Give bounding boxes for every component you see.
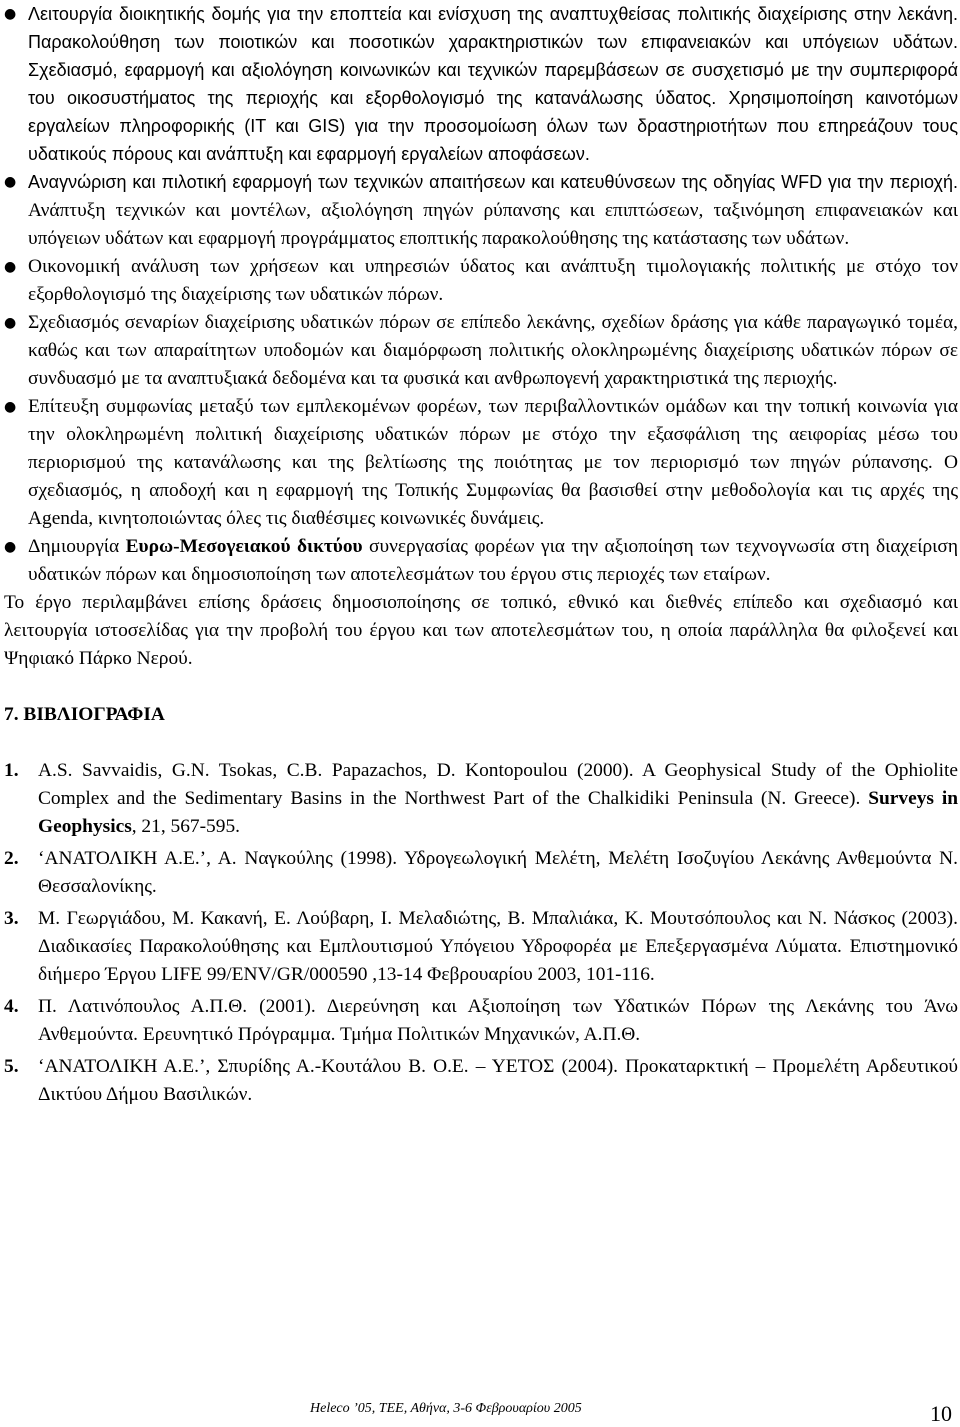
page-number: 10 bbox=[930, 1401, 952, 1426]
reference-item-1: 1. A.S. Savvaidis, G.N. Tsokas, C.B. Papazachos, D. Kontopoulou (2000). A Geophysical Study of the Ophiolite Complex and the Sedimentary Basins in the Northwest Part of the Chalkidiki Peninsula (N. Greece). Surveys in Geophysics, 21, 567-595. bbox=[4, 760, 958, 837]
bullet-item-1: ● Λειτουργία διοικητικής δομής για την εποπτεία και ενίσχυση της αναπτυχθείσας πολιτικής διαχείρισης στην λεκάνη. Παρακολούθηση των ποιοτικών και ποσοτικών χαρακτηριστικών των επιφανειακών και υπόγειων υδάτων. Σχεδιασμό, εφαρμογή και αξιολόγηση κοινωνικών και τεχνικών παρεμβάσεων σε συσχετισμό με την συμπεριφορά του οικοσυστήματος της περιοχής και εξορθολογισμό της κατανάλωσης ύδατος. Χρησιμοποίηση καινοτόμων εργαλείων πληροφορικής (IT και GIS) για την προσομοίωση όλων των δραστηριοτήτων που επηρεάζουν τους υδατικούς πόρους και ανάπτυξη και εφαρμογή εργαλείων αποφάσεων. bbox=[4, 0, 958, 168]
reference-item-3: 3. Μ. Γεωργιάδου, Μ. Κακανή, Ε. Λούβαρη, Ι. Μελαδιώτης, Β. Μπαλιάκα, Κ. Μουτσόπουλος και Ν. Νάσκος (2003). Διαδικασίες Παρακολούθησης και Εμπλουτισμού Υπόγειου Υδροφορέα με Επεξεργασμένα Λύματα. Επιστημονικό διήμερο Έργου LIFE 99/ENV/GR/000590 ,13-14 Φεβρουαρίου 2003, 101-116. bbox=[4, 908, 958, 985]
bullet-item-6: ● Δημιουργία Ευρω-Μεσογειακού δικτύου συνεργασίας φορέων για την αξιοποίηση των τεχνογνωσία στη διαχείριση υδατικών πόρων και δημοσιοποίηση των αποτελεσμάτων του έργου στις περιοχές των εταίρων. bbox=[4, 533, 958, 589]
bullet-list bbox=[4, 0, 958, 589]
reference-item-5: 5. ‘ΑΝΑΤΟΛΙΚΗ Α.Ε.’, Σπυρίδης Α.-Κουτάλου Β. Ο.Ε. – ΥΕΤΟΣ (2004). Προκαταρκτική – Προμελέτη Αρδευτικού Δικτύου Δήμου Βασιλικών. bbox=[4, 1056, 958, 1105]
bullet-item-2: ● Αναγνώριση και πιλοτική εφαρμογή των τεχνικών απαιτήσεων και κατευθύνσεων της οδηγίας WFD για την περιοχή. Ανάπτυξη τεχνικών και μοντέλων, αξιολόγηση πηγών ρύπανσης και επιπτώσεων, ταξινόμηση επιφανειακών και υπόγειων υδάτων και εφαρμογή προγράμματος εποπτικής παρακολούθησης της κατάστασης των υδάτων. bbox=[4, 168, 958, 253]
page-content bbox=[4, 0, 958, 1113]
section-heading: 7. ΒΙΒΛΙΟΓΡΑΦΙΑ bbox=[4, 704, 165, 725]
bullet-item-4: ● Σχεδιασμός σεναρίων διαχείρισης υδατικών πόρων σε επίπεδο λεκάνης, σχεδίων δράσης για κάθε παραγωγικό τομέα, καθώς και των απαραίτητων υποδομών και διαμόρφωση πολιτικής ολοκληρωμένης διαχείρισης υδατικών πόρων σε συνδυασμό με τα αναπτυξιακά δεδομένα και τα φυσικά και ανθρωπογενή χαρακτηριστικά της περιοχής. bbox=[4, 309, 958, 393]
reference-item-2: 2. ‘ΑΝΑΤΟΛΙΚΗ Α.Ε.’, Α. Ναγκούλης (1998). Υδρογεωλογική Μελέτη, Μελέτη Ισοζυγίου Λεκάνης Ανθεμούντα Ν. Θεσσαλονίκης. bbox=[4, 848, 958, 897]
reference-list bbox=[4, 757, 958, 1109]
closing-paragraph: Το έργο περιλαμβάνει επίσης δράσεις δημοσιοποίησης σε τοπικό, εθνικό και διεθνές επίπεδο και σχεδιασμό και λειτουργία ιστοσελίδας για την προβολή του έργου και των αποτελεσμάτων του, η οποία παράλληλα θα φιλοξενεί και Ψηφιακό Πάρκο Νερού. bbox=[4, 592, 958, 669]
bullet-item-5: ● Επίτευξη συμφωνίας μεταξύ των εμπλεκομένων φορέων, των περιβαλλοντικών ομάδων και την τοπική κοινωνία για την ολοκληρωμένη πολιτική διαχείρισης υδατικών πόρων με στόχο την εξασφάλιση της αειφορίας μέσω του περιορισμού της κατανάλωσης και της βελτίωσης της ποιότητας με τον περιορισμό των πηγών ρύπανσης. Ο σχεδιασμός, η αποδοχή και η εφαρμογή της Τοπικής Συμφωνίας θα βασισθεί στην μεθοδολογία και τις αρχές της Agenda, κινητοποιώντας όλες τις διαθέσιμες κοινωνικές δυνάμεις. bbox=[4, 393, 958, 533]
page-footer: Heleco ’05, ΤΕΕ, Αθήνα, 3-6 Φεβρουαρίου 2005 bbox=[310, 1401, 582, 1416]
reference-item-4: 4. Π. Λατινόπουλος Α.Π.Θ. (2001). Διερεύνηση και Αξιοποίηση των Υδατικών Πόρων της Λεκάνης του Άνω Ανθεμούντα. Ερευνητικό Πρόγραμμα. Τμήμα Πολιτικών Μηχανικών, Α.Π.Θ. bbox=[4, 996, 958, 1045]
bullet-item-3: ● Οικονομική ανάλυση των χρήσεων και υπηρεσιών ύδατος και ανάπτυξη τιμολογιακής πολιτικής με στόχο τον εξορθολογισμό της διαχείρισης των υδατικών πόρων. bbox=[4, 253, 958, 309]
